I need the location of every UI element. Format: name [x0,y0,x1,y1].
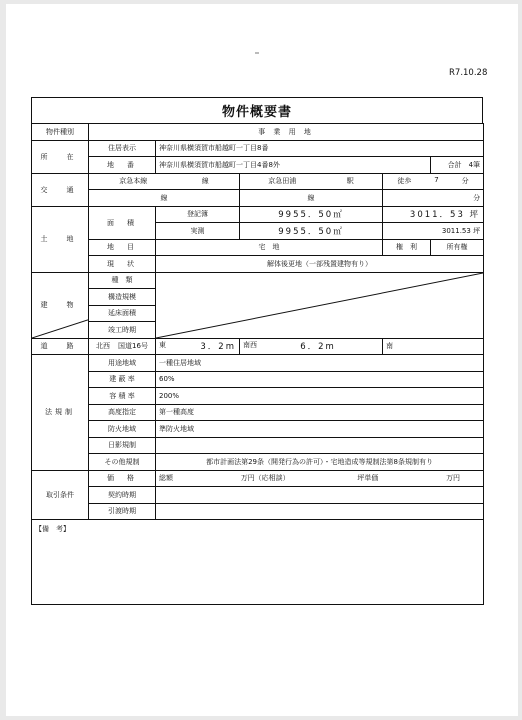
road-4: 南 [383,338,484,355]
regulation-label: 法規制 [32,355,89,471]
lot-value: 神奈川県横須賀市船越町一丁目4番8外 [156,157,431,174]
price-per-tsubo-unit: 万円 [446,474,461,483]
land-label: 土 地 [32,206,89,272]
registry-label: 登記簿 [156,206,240,223]
transport-line-2: 線 [89,190,240,207]
road-2 [156,338,240,355]
remarks-label: 【備 考】 [35,525,70,533]
row-transport-2 [32,190,484,207]
transport-station-name: 京急田浦 [268,177,297,186]
transport-station-2: 線 [240,190,383,207]
transport-walk-1 [383,173,484,190]
category-value: 宅 地 [156,239,383,256]
survey-tsubo: 3011.53 坪 [383,223,484,240]
property-type-value: 事 業 用 地 [89,124,484,141]
building-empty-values [156,272,484,338]
regulation-item-label-5: 日影規制 [89,437,156,454]
regulation-item-value-6: 都市計画法第29条（開発行為の許可）・宅地造成等規制法第8条規制有り [156,454,484,471]
row-regulation-3 [32,404,484,421]
row-regulation-1 [32,371,484,388]
row-transport-1 [32,173,484,190]
road-1 [89,338,156,355]
rights-value: 所有権 [431,239,484,256]
handover-value [156,503,484,520]
area-label: 面 積 [89,206,156,239]
contract-value [156,487,484,504]
price-per-tsubo-label: 坪単価 [357,474,379,483]
survey-sqm: 9955．50㎡ [240,223,383,240]
price-value [156,470,484,487]
price-unit: 万円（応相談） [240,474,290,483]
price-label: 価 格 [89,470,156,487]
row-lot [32,157,484,174]
row-land-status [32,256,484,273]
transport-walk-unit: 分 [461,177,469,186]
status-value: 解体後更地（一部残置建物有り） [156,256,484,273]
rights-label: 権 利 [383,239,431,256]
lot-total: 合計 4筆 [431,157,484,174]
road-width-2: 3．2m [200,342,236,353]
address-value: 神奈川県横須賀市船越町一丁目8番 [156,140,484,157]
transport-label: 交 通 [32,173,89,206]
property-summary-table [31,123,484,605]
transport-walk-label: 徒歩 [397,177,412,186]
row-land-category [32,239,484,256]
building-values-diagonal-strike [156,273,483,338]
regulation-item-label-1: 建 蔽 率 [89,371,156,388]
transaction-label: 取引条件 [32,470,89,520]
road-3 [240,338,383,355]
road-width-3: 6．2m [300,342,336,353]
road-dir-3: 南西 [243,341,257,350]
road-name-1: 国道16号 [118,342,148,351]
road-dir-1: 北西 [96,342,111,351]
row-remarks [32,520,484,605]
transport-line-1 [89,173,240,190]
row-land-registry [32,206,484,223]
category-label: 地 目 [89,239,156,256]
regulation-item-value-3: 第一種高度 [156,404,484,421]
location-label: 所 在 [32,140,89,173]
registry-sqm: 9955．50㎡ [240,206,383,223]
scan-mark [255,52,259,54]
status-label: 現 状 [89,256,156,273]
regulation-item-value-0: 一種住居地域 [156,355,484,372]
row-regulation-6 [32,454,484,471]
transport-line-suffix: 線 [201,177,209,186]
row-regulation-2 [32,388,484,405]
regulation-item-value-2: 200% [156,388,484,405]
document-title: 物件概要書 [31,97,483,123]
regulation-item-value-1: 60% [156,371,484,388]
address-label: 住居表示 [89,140,156,157]
regulation-item-label-2: 容 積 率 [89,388,156,405]
regulation-item-value-4: 準防火地域 [156,421,484,438]
row-transaction-price [32,470,484,487]
transport-walk-2: 分 [383,190,484,207]
lot-label: 地 番 [89,157,156,174]
building-row-label-0: 種 類 [89,272,156,289]
regulation-item-label-4: 防火地域 [89,421,156,438]
document-date: R7.10.28 [449,68,488,78]
road-label: 道 路 [32,338,89,355]
building-row-label-2: 延床面積 [89,305,156,322]
row-property-type [32,124,484,141]
row-transaction-contract [32,487,484,504]
property-type-label: 物件種別 [32,124,89,141]
regulation-item-value-5 [156,437,484,454]
survey-label: 実測 [156,223,240,240]
row-regulation-0 [32,355,484,372]
transport-line-name: 京急本線 [119,177,148,186]
building-row-label-3: 竣工時期 [89,322,156,339]
contract-label: 契約時期 [89,487,156,504]
building-label [32,272,89,338]
road-dir-2: 東 [159,341,166,350]
row-building-type [32,272,484,289]
registry-tsubo: 3011．53 坪 [383,206,484,223]
remarks-cell [32,520,484,605]
regulation-item-label-0: 用途地域 [89,355,156,372]
transport-station-suffix: 駅 [346,177,354,186]
row-regulation-5 [32,437,484,454]
price-total-label: 総額 [159,474,173,483]
regulation-item-label-6: その他規制 [89,454,156,471]
row-road [32,338,484,355]
row-transaction-handover [32,503,484,520]
handover-label: 引渡時期 [89,503,156,520]
building-row-label-1: 構造規模 [89,289,156,306]
building-label-text: 建 物 [40,301,80,309]
transport-station-1 [240,173,383,190]
row-address [32,140,484,157]
transport-walk-minutes: 7 [434,176,439,185]
regulation-item-label-3: 高度指定 [89,404,156,421]
row-regulation-4 [32,421,484,438]
